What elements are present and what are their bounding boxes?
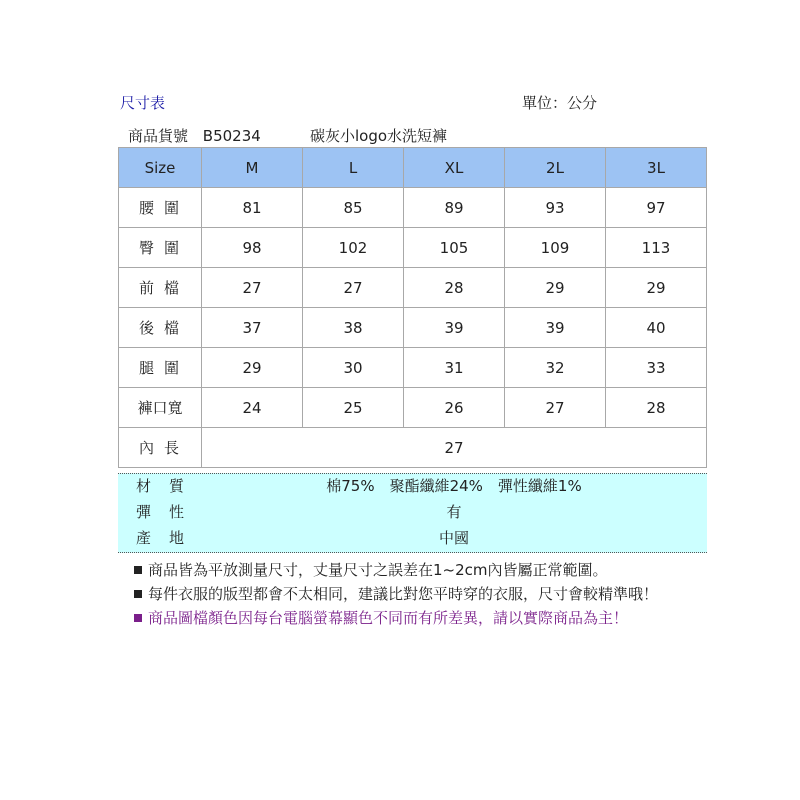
material-value: 中國 <box>438 529 469 547</box>
table-cell: 27 <box>202 268 303 308</box>
row-label: 腿圍 <box>119 348 202 388</box>
unit-label: 單位：公分 <box>522 94 598 112</box>
row-label: 後檔 <box>119 308 202 348</box>
size-header-row <box>119 148 707 188</box>
note-item <box>134 606 658 630</box>
table-cell: 113 <box>606 228 707 268</box>
notes-list <box>134 558 658 630</box>
material-label: 材質 <box>136 477 203 495</box>
table-cell: 105 <box>404 228 505 268</box>
material-row <box>118 474 707 498</box>
table-cell: 30 <box>303 348 404 388</box>
material-value: 有 <box>446 503 462 521</box>
table-cell: 93 <box>505 188 606 228</box>
table-cell: 29 <box>606 268 707 308</box>
table-cell: 102 <box>303 228 404 268</box>
column-header: M <box>202 148 303 188</box>
square-bullet-icon <box>134 590 142 598</box>
material-label: 產地 <box>136 529 203 547</box>
table-cell: 27 <box>303 268 404 308</box>
note-text: 每件衣服的版型都會不太相同，建議比對您平時穿的衣服，尺寸會較精準哦！ <box>148 585 659 603</box>
column-header: 3L <box>606 148 707 188</box>
table-cell: 29 <box>505 268 606 308</box>
column-header: XL <box>404 148 505 188</box>
table-cell: 27 <box>505 388 606 428</box>
table-cell: 97 <box>606 188 707 228</box>
material-label: 彈性 <box>136 503 203 521</box>
column-header: Size <box>119 148 202 188</box>
table-cell: 40 <box>606 308 707 348</box>
table-row <box>119 388 707 428</box>
column-header: 2L <box>505 148 606 188</box>
table-cell: 37 <box>202 308 303 348</box>
table-cell: 27 <box>202 428 707 468</box>
table-cell: 25 <box>303 388 404 428</box>
note-item <box>134 582 658 606</box>
product-info <box>128 125 448 146</box>
table-cell: 26 <box>404 388 505 428</box>
table-cell: 29 <box>202 348 303 388</box>
material-row <box>118 500 707 524</box>
table-cell: 32 <box>505 348 606 388</box>
product-name: 碳灰小logo水洗短褲 <box>310 127 448 145</box>
material-row <box>118 526 707 550</box>
note-item <box>134 558 658 582</box>
table-cell: 89 <box>404 188 505 228</box>
row-label: 褲口寬 <box>119 388 202 428</box>
table-cell: 24 <box>202 388 303 428</box>
table-row <box>119 428 707 468</box>
table-cell: 98 <box>202 228 303 268</box>
note-text: 商品圖檔顏色因每台電腦螢幕顯色不同而有所差異，請以實際商品為主！ <box>148 609 629 627</box>
table-cell: 81 <box>202 188 303 228</box>
table-cell: 85 <box>303 188 404 228</box>
product-label: 商品貨號 <box>128 127 189 145</box>
square-bullet-icon <box>134 614 142 622</box>
row-label: 內長 <box>119 428 202 468</box>
table-cell: 39 <box>505 308 606 348</box>
column-header: L <box>303 148 404 188</box>
table-cell: 109 <box>505 228 606 268</box>
product-code: B50234 <box>202 127 261 145</box>
page-title: 尺寸表 <box>120 94 166 112</box>
table-cell: 28 <box>606 388 707 428</box>
table-row <box>119 188 707 228</box>
table-row <box>119 268 707 308</box>
material-section <box>118 473 707 553</box>
row-label: 臀圍 <box>119 228 202 268</box>
table-cell: 39 <box>404 308 505 348</box>
size-table <box>118 147 707 468</box>
square-bullet-icon <box>134 566 142 574</box>
table-cell: 38 <box>303 308 404 348</box>
row-label: 前檔 <box>119 268 202 308</box>
table-cell: 28 <box>404 268 505 308</box>
note-text: 商品皆為平放測量尺寸，丈量尺寸之誤差在1~2cm內皆屬正常範圍。 <box>148 561 608 579</box>
table-row <box>119 348 707 388</box>
material-value: 棉75% 聚酯纖維24% 彈性纖維1% <box>326 477 582 495</box>
row-label: 腰圍 <box>119 188 202 228</box>
table-row <box>119 228 707 268</box>
table-cell: 33 <box>606 348 707 388</box>
table-cell: 31 <box>404 348 505 388</box>
table-row <box>119 308 707 348</box>
